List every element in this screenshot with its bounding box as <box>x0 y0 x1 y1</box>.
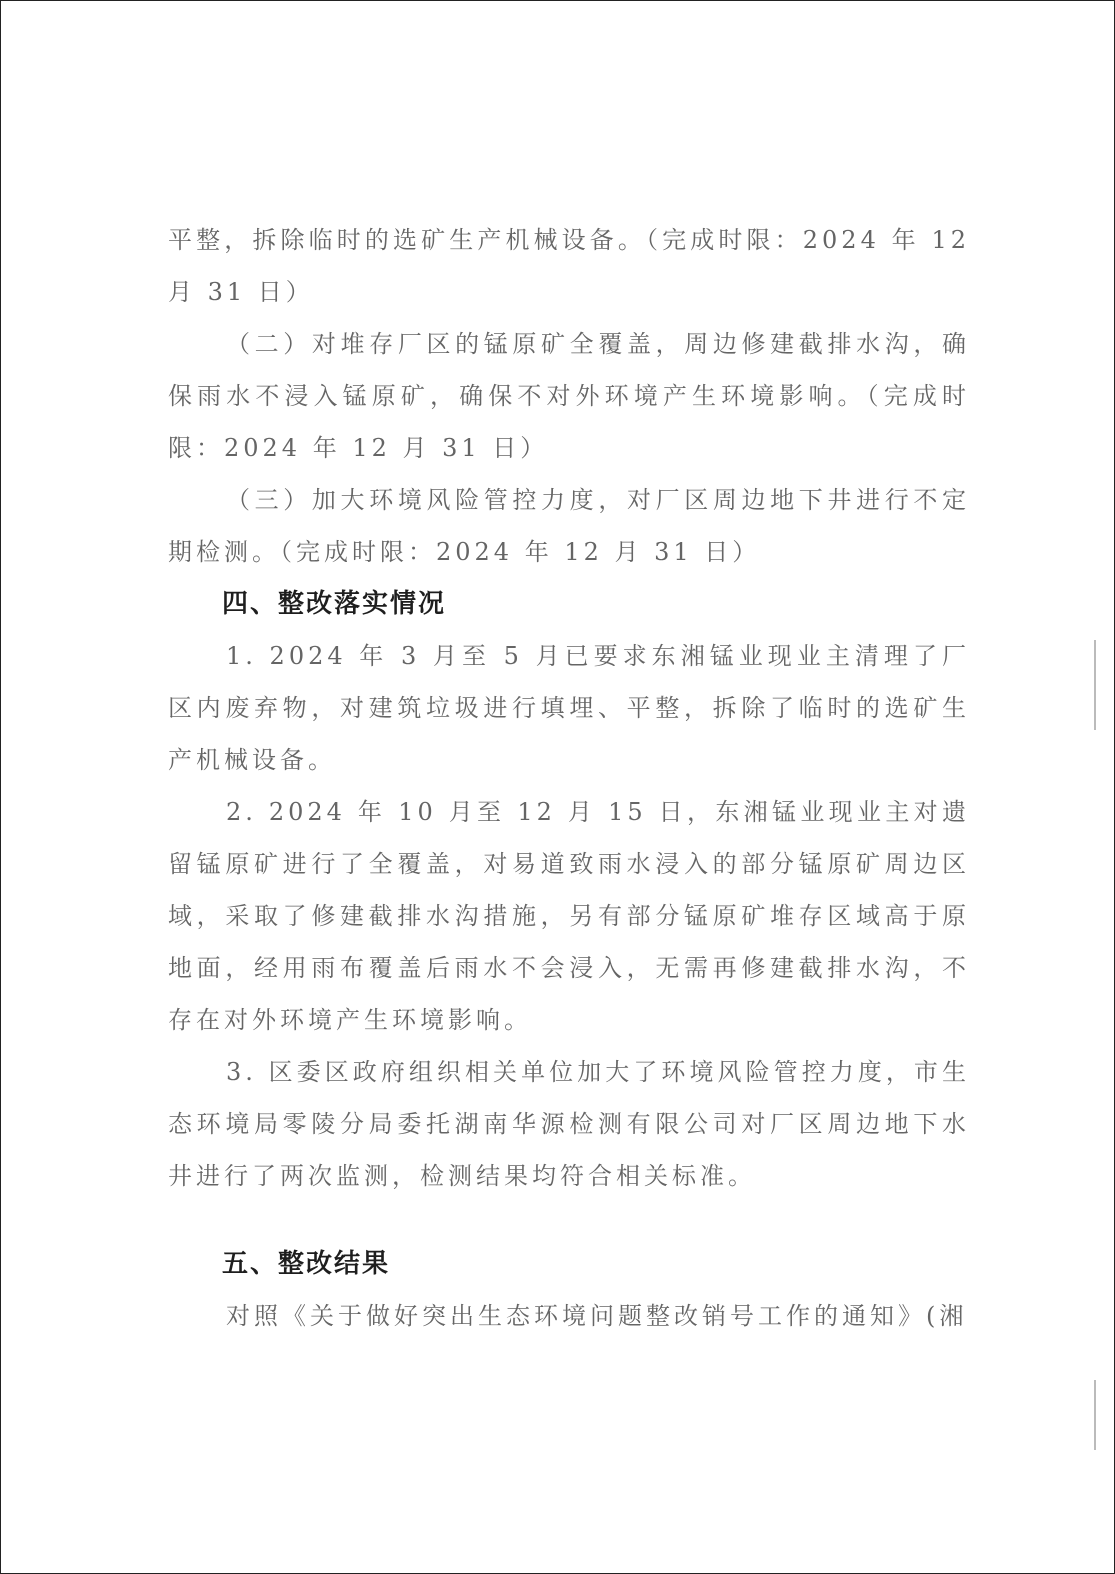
section-heading-4: 四、整改落实情况 <box>222 589 447 619</box>
paragraph-measure-2: （二）对堆存厂区的锰原矿全覆盖，周边修建截排水沟，确保雨水不浸入锰原矿，确保不对外环境产生环境影响。（完成时限：2024 年 12 月 31 日） <box>168 330 970 462</box>
scan-mark <box>1094 640 1096 730</box>
scan-mark <box>1094 1380 1096 1450</box>
paragraph-completion-item-1: 平整，拆除临时的选矿生产机械设备。（完成时限：2024 年 12 月 31 日） <box>168 226 970 306</box>
paragraph-status-3: 3. 区委区政府组织相关单位加大了环境风险管控力度，市生态环境局零陵分局委托湖南华源检测有限公司对厂区周边地下水井进行了两次监测，检测结果均符合相关标准。 <box>168 1058 970 1190</box>
paragraph-measure-3: （三）加大环境风险管控力度，对厂区周边地下井进行不定期检测。（完成时限：2024 年 12 月 31 日） <box>168 486 970 566</box>
paragraph-status-2: 2. 2024 年 10 月至 12 月 15 日，东湘锰业现业主对遗留锰原矿进行了全覆盖，对易道致雨水浸入的部分锰原矿周边区域，采取了修建截排水沟措施，另有部分锰原矿堆存区域高于原地面，经用雨布覆盖后雨水不会浸入，无需再修建截排水沟，不存在对外环境产生环境影响。 <box>168 798 970 1034</box>
paragraph-result: 对照《关于做好突出生态环境问题整改销号工作的通知》(湘 <box>226 1302 968 1330</box>
paragraph-status-1: 1. 2024 年 3 月至 5 月已要求东湘锰业现业主清理了厂区内废弃物，对建筑垃圾进行填埋、平整，拆除了临时的选矿生产机械设备。 <box>168 642 970 774</box>
document-body <box>168 214 970 1342</box>
section-gap <box>168 1202 970 1238</box>
section-heading-5: 五、整改结果 <box>222 1249 391 1279</box>
